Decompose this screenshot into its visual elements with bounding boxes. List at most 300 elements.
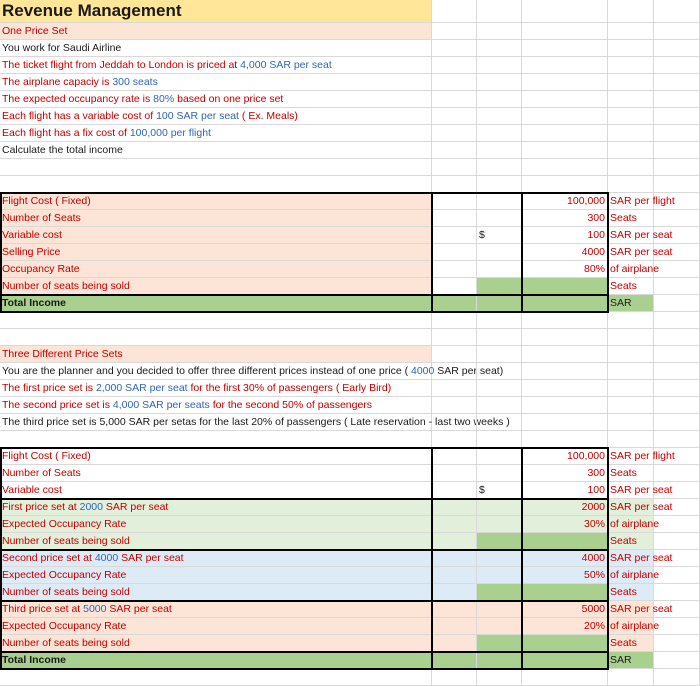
- cell-text: Total Income: [2, 654, 66, 666]
- table1-currency[interactable]: [432, 295, 477, 312]
- cell[interactable]: [654, 635, 700, 652]
- cell[interactable]: [432, 431, 477, 448]
- table2-currency[interactable]: [432, 499, 477, 516]
- cell[interactable]: [522, 74, 608, 91]
- table1-currency[interactable]: [432, 278, 477, 295]
- cell[interactable]: [522, 312, 608, 329]
- cell[interactable]: [608, 0, 654, 23]
- cell[interactable]: [654, 23, 700, 40]
- cell[interactable]: [432, 142, 477, 159]
- table2-label[interactable]: [0, 448, 432, 465]
- table2-row: [0, 533, 700, 550]
- table2-unit[interactable]: SAR per flight: [608, 448, 654, 465]
- table1-currency-cell[interactable]: [477, 261, 522, 278]
- table2-currency-cell[interactable]: [477, 601, 522, 618]
- table2-currency-cell[interactable]: [477, 550, 522, 567]
- cell-text: Second price set at: [2, 552, 95, 564]
- cell[interactable]: [654, 176, 700, 193]
- section2-line[interactable]: [0, 380, 432, 397]
- table2-row: [0, 516, 700, 533]
- cell[interactable]: [608, 414, 654, 431]
- cell[interactable]: [608, 329, 654, 346]
- table2-currency-cell[interactable]: [477, 635, 522, 652]
- cell[interactable]: [654, 74, 700, 91]
- table2-row: [0, 448, 700, 465]
- table2-row: [0, 465, 700, 482]
- table2-label[interactable]: [0, 652, 432, 669]
- cell[interactable]: [0, 159, 432, 176]
- cell[interactable]: [608, 176, 654, 193]
- table2-label[interactable]: [0, 482, 432, 499]
- table1-unit[interactable]: SAR per seat: [608, 227, 654, 244]
- table2-currency-cell[interactable]: [477, 465, 522, 482]
- table2-currency-cell[interactable]: [477, 618, 522, 635]
- section2-line-row: [0, 397, 700, 414]
- cell[interactable]: [654, 499, 700, 516]
- table2-currency-cell[interactable]: [477, 567, 522, 584]
- cell[interactable]: [522, 142, 608, 159]
- cell[interactable]: [654, 227, 700, 244]
- section2-heading[interactable]: Three Different Price Sets: [0, 346, 432, 363]
- cell[interactable]: [432, 346, 477, 363]
- table1-value[interactable]: [522, 295, 608, 312]
- table2-row: [0, 567, 700, 584]
- table1-unit[interactable]: of airplane: [608, 261, 654, 278]
- cell[interactable]: [608, 91, 654, 108]
- table1-currency[interactable]: [432, 210, 477, 227]
- section1-line[interactable]: [0, 57, 432, 74]
- table1-unit[interactable]: SAR per flight: [608, 193, 654, 210]
- cell[interactable]: [477, 397, 522, 414]
- cell[interactable]: [432, 74, 477, 91]
- table2-unit[interactable]: SAR per seat: [608, 482, 654, 499]
- cell[interactable]: [432, 125, 477, 142]
- table1-total-divider: [0, 294, 609, 296]
- table1-currency-cell[interactable]: [477, 244, 522, 261]
- cell[interactable]: [522, 669, 608, 686]
- cell[interactable]: [477, 142, 522, 159]
- cell[interactable]: [654, 448, 700, 465]
- cell-text: Number of Seats: [2, 467, 81, 479]
- cell-text: Number of seats being sold: [2, 535, 130, 547]
- cell[interactable]: [654, 57, 700, 74]
- cell[interactable]: [654, 397, 700, 414]
- table2-label[interactable]: [0, 618, 432, 635]
- section1-line[interactable]: [0, 125, 432, 142]
- table1-value[interactable]: [522, 278, 608, 295]
- table1-currency-cell[interactable]: $: [477, 227, 522, 244]
- cell[interactable]: [432, 57, 477, 74]
- section2-line[interactable]: [0, 397, 432, 414]
- table2-value[interactable]: 30%: [522, 516, 608, 533]
- table2-currency-cell[interactable]: [477, 584, 522, 601]
- table2-label[interactable]: [0, 635, 432, 652]
- cell[interactable]: [654, 244, 700, 261]
- table1-label[interactable]: Total Income: [0, 295, 432, 312]
- cell-text: Expected Occupancy Rate: [2, 569, 127, 581]
- table2-unit[interactable]: of airplane: [608, 516, 654, 533]
- table2-label[interactable]: [0, 499, 432, 516]
- cell[interactable]: [522, 346, 608, 363]
- table1-label[interactable]: Variable cost: [0, 227, 432, 244]
- cell[interactable]: [608, 74, 654, 91]
- cell-text: 4000: [411, 365, 435, 377]
- cell-text: Calculate the total income: [2, 144, 123, 156]
- cell-text: 4,000 SAR per seats: [112, 399, 210, 411]
- cell[interactable]: [522, 431, 608, 448]
- table1-label[interactable]: Number of seats being sold: [0, 278, 432, 295]
- cell[interactable]: [477, 108, 522, 125]
- cell[interactable]: [654, 482, 700, 499]
- cell[interactable]: [477, 40, 522, 57]
- cell[interactable]: [0, 669, 432, 686]
- cell[interactable]: [608, 142, 654, 159]
- table1-currency-cell[interactable]: [477, 278, 522, 295]
- cell-text: 80%: [153, 93, 178, 105]
- table1-value[interactable]: 300: [522, 210, 608, 227]
- cell[interactable]: [477, 312, 522, 329]
- table2-currency-cell[interactable]: $: [477, 482, 522, 499]
- table1-value[interactable]: 100: [522, 227, 608, 244]
- cell-text: Expected Occupancy Rate: [2, 518, 127, 530]
- cell-text: 4,000 SAR per seat: [240, 59, 332, 71]
- cell-text: 2,000 SAR per seat: [95, 382, 188, 394]
- cell[interactable]: [654, 516, 700, 533]
- cell[interactable]: [477, 329, 522, 346]
- cell[interactable]: [608, 125, 654, 142]
- cell-text: Expected Occupancy Rate: [2, 620, 127, 632]
- blank-row: [0, 176, 700, 193]
- cell[interactable]: [477, 669, 522, 686]
- table2-value[interactable]: 50%: [522, 567, 608, 584]
- table1-total-row: [0, 295, 700, 312]
- section2-heading-row: [0, 346, 700, 363]
- cell[interactable]: [522, 176, 608, 193]
- section1-heading[interactable]: One Price Set: [0, 23, 432, 40]
- table2-value[interactable]: 4000: [522, 550, 608, 567]
- table2-label[interactable]: [0, 516, 432, 533]
- cell[interactable]: [654, 431, 700, 448]
- table2-unit[interactable]: SAR: [608, 652, 654, 669]
- cell[interactable]: [608, 363, 654, 380]
- cell[interactable]: [432, 40, 477, 57]
- table2-unit[interactable]: SAR per seat: [608, 499, 654, 516]
- table2-value[interactable]: 2000: [522, 499, 608, 516]
- cell[interactable]: [608, 397, 654, 414]
- table2-currency[interactable]: [432, 533, 477, 550]
- cell[interactable]: [522, 57, 608, 74]
- table2-label[interactable]: [0, 584, 432, 601]
- table1-unit[interactable]: Seats: [608, 210, 654, 227]
- table2-currency-cell[interactable]: [477, 448, 522, 465]
- table2-unit[interactable]: Seats: [608, 533, 654, 550]
- table2-label[interactable]: [0, 550, 432, 567]
- cell-text: The ticket flight from Jeddah to London is priced at: [2, 59, 241, 71]
- table2-currency[interactable]: [432, 567, 477, 584]
- table2-currency[interactable]: [432, 618, 477, 635]
- cell-text: SAR per seat: [102, 501, 169, 513]
- cell-text: Number of seats being sold: [2, 586, 130, 598]
- table2-currency[interactable]: [432, 465, 477, 482]
- section1-line-row: [0, 125, 700, 142]
- section2-line[interactable]: [0, 414, 510, 431]
- section1-line-row: [0, 91, 700, 108]
- table1-currency-cell[interactable]: [477, 295, 522, 312]
- cell[interactable]: [654, 669, 700, 686]
- cell[interactable]: [654, 210, 700, 227]
- cell[interactable]: [522, 159, 608, 176]
- cell[interactable]: [608, 57, 654, 74]
- cell[interactable]: [432, 363, 477, 380]
- cell[interactable]: [654, 312, 700, 329]
- cell[interactable]: [477, 91, 522, 108]
- cell[interactable]: [654, 601, 700, 618]
- cell[interactable]: [0, 176, 432, 193]
- section1-line-row: [0, 57, 700, 74]
- cell[interactable]: [432, 0, 477, 23]
- cell[interactable]: [654, 142, 700, 159]
- table2-currency[interactable]: [432, 635, 477, 652]
- table1-value[interactable]: 80%: [522, 261, 608, 278]
- table1-row: [0, 227, 700, 244]
- table2-value[interactable]: [522, 533, 608, 550]
- table2-total-row: [0, 652, 700, 669]
- cell[interactable]: [608, 23, 654, 40]
- cell[interactable]: [654, 346, 700, 363]
- cell[interactable]: [432, 159, 477, 176]
- cell[interactable]: [477, 431, 522, 448]
- table1-row: [0, 244, 700, 261]
- table1-currency-cell[interactable]: [477, 210, 522, 227]
- cell[interactable]: [432, 312, 477, 329]
- cell[interactable]: [608, 346, 654, 363]
- table1-label[interactable]: Selling Price: [0, 244, 432, 261]
- cell[interactable]: [522, 0, 608, 23]
- cell[interactable]: [654, 295, 700, 312]
- table2-currency[interactable]: [432, 448, 477, 465]
- cell[interactable]: [654, 652, 700, 669]
- table2-value[interactable]: [522, 635, 608, 652]
- table1-currency-cell[interactable]: [477, 193, 522, 210]
- table1-unit[interactable]: SAR per seat: [608, 244, 654, 261]
- cell[interactable]: [432, 108, 477, 125]
- table2-unit[interactable]: Seats: [608, 584, 654, 601]
- cell[interactable]: [477, 159, 522, 176]
- cell[interactable]: [608, 312, 654, 329]
- table2-value[interactable]: 20%: [522, 618, 608, 635]
- cell[interactable]: [654, 159, 700, 176]
- table2-divider: [431, 448, 433, 669]
- table1-currency[interactable]: [432, 227, 477, 244]
- cell[interactable]: [432, 91, 477, 108]
- table2-unit[interactable]: Seats: [608, 635, 654, 652]
- cell-text: Each flight has a variable cost of: [2, 110, 157, 122]
- cell[interactable]: [432, 669, 477, 686]
- cell[interactable]: [522, 91, 608, 108]
- table2-label[interactable]: [0, 601, 432, 618]
- section1-heading-row: [0, 23, 700, 40]
- table2-currency-cell[interactable]: [477, 652, 522, 669]
- table2-unit[interactable]: SAR per seat: [608, 550, 654, 567]
- blank-row: [0, 159, 700, 176]
- cell[interactable]: [432, 23, 477, 40]
- table1-value[interactable]: 100,000: [522, 193, 608, 210]
- table2-row: [0, 482, 700, 499]
- cell-text: First price set at: [2, 501, 80, 513]
- table1-currency[interactable]: [432, 193, 477, 210]
- table2-row: [0, 618, 700, 635]
- table2-group-divider: [0, 651, 609, 653]
- cell[interactable]: [432, 380, 477, 397]
- cell[interactable]: [654, 329, 700, 346]
- table2-label[interactable]: [0, 533, 432, 550]
- table1-currency[interactable]: [432, 261, 477, 278]
- cell[interactable]: [432, 397, 477, 414]
- table2-value[interactable]: 100,000: [522, 448, 608, 465]
- cell[interactable]: [654, 414, 700, 431]
- cell[interactable]: [432, 329, 477, 346]
- section2-line-row: [0, 363, 700, 380]
- section1-line[interactable]: [0, 40, 432, 57]
- cell[interactable]: [654, 533, 700, 550]
- cell[interactable]: [654, 278, 700, 295]
- cell-text: The expected occupancy rate is: [2, 93, 154, 105]
- cell[interactable]: [522, 414, 608, 431]
- cell[interactable]: [522, 108, 608, 125]
- cell[interactable]: [477, 57, 522, 74]
- table1-unit[interactable]: Seats: [608, 278, 654, 295]
- cell-text: The airplane capaciy is: [2, 76, 113, 88]
- cell[interactable]: [522, 363, 608, 380]
- table2-currency[interactable]: [432, 652, 477, 669]
- table2-value[interactable]: [522, 584, 608, 601]
- cell[interactable]: [654, 584, 700, 601]
- table2-currency[interactable]: [432, 482, 477, 499]
- table2-currency[interactable]: [432, 584, 477, 601]
- cell[interactable]: [522, 380, 608, 397]
- section1-line[interactable]: [0, 74, 432, 91]
- blank-row: [0, 329, 700, 346]
- table1-row: [0, 210, 700, 227]
- table1-value[interactable]: 4000: [522, 244, 608, 261]
- table1-unit[interactable]: SAR: [608, 295, 654, 312]
- cell[interactable]: [477, 380, 522, 397]
- cell[interactable]: [522, 125, 608, 142]
- table2-unit[interactable]: of airplane: [608, 567, 654, 584]
- table2-label[interactable]: [0, 567, 432, 584]
- cell-text: based on one price set: [177, 93, 284, 105]
- table1-currency[interactable]: [432, 244, 477, 261]
- table2-value[interactable]: [522, 652, 608, 669]
- cell-text: The first price set is: [2, 382, 96, 394]
- sheet-title[interactable]: Revenue Management: [0, 0, 432, 23]
- cell[interactable]: [654, 363, 700, 380]
- cell[interactable]: [654, 40, 700, 57]
- cell[interactable]: [477, 346, 522, 363]
- cell[interactable]: [477, 125, 522, 142]
- table2-currency-cell[interactable]: [477, 516, 522, 533]
- cell[interactable]: [608, 108, 654, 125]
- cell[interactable]: [477, 363, 522, 380]
- table2-row: [0, 635, 700, 652]
- cell[interactable]: [522, 397, 608, 414]
- table2-row: [0, 601, 700, 618]
- section1-line[interactable]: [0, 142, 432, 159]
- cell[interactable]: [654, 108, 700, 125]
- cell[interactable]: [477, 0, 522, 23]
- table2-currency[interactable]: [432, 601, 477, 618]
- cell[interactable]: [654, 567, 700, 584]
- section1-line-row: [0, 74, 700, 91]
- cell[interactable]: [522, 23, 608, 40]
- cell[interactable]: [522, 40, 608, 57]
- table2-unit[interactable]: of airplane: [608, 618, 654, 635]
- cell[interactable]: [608, 669, 654, 686]
- table2-currency-cell[interactable]: [477, 499, 522, 516]
- table2-value[interactable]: 100: [522, 482, 608, 499]
- section1-line[interactable]: [0, 108, 432, 125]
- table2-currency[interactable]: [432, 550, 477, 567]
- cell[interactable]: [0, 431, 432, 448]
- cell[interactable]: [432, 414, 477, 431]
- cell[interactable]: [0, 329, 432, 346]
- cell[interactable]: [608, 380, 654, 397]
- table2-unit[interactable]: Seats: [608, 465, 654, 482]
- cell[interactable]: [0, 312, 432, 329]
- table1-label[interactable]: Occupancy Rate: [0, 261, 432, 278]
- cell[interactable]: [608, 431, 654, 448]
- cell[interactable]: [654, 465, 700, 482]
- section2-line-row: [0, 380, 700, 397]
- cell[interactable]: [477, 74, 522, 91]
- table1-label[interactable]: Flight Cost ( Fixed): [0, 193, 432, 210]
- table2-currency-cell[interactable]: [477, 533, 522, 550]
- cell[interactable]: [654, 618, 700, 635]
- table2-value[interactable]: 5000: [522, 601, 608, 618]
- cell[interactable]: [608, 159, 654, 176]
- table2-value[interactable]: 300: [522, 465, 608, 482]
- cell-text: SAR per seat: [118, 552, 184, 564]
- cell[interactable]: [522, 329, 608, 346]
- cell-text: 100 SAR per seat: [156, 110, 239, 122]
- cell-text: Variable cost: [2, 484, 62, 496]
- cell[interactable]: [654, 550, 700, 567]
- table2-unit[interactable]: SAR per seat: [608, 601, 654, 618]
- cell[interactable]: [654, 91, 700, 108]
- cell[interactable]: [654, 0, 700, 23]
- cell[interactable]: [432, 176, 477, 193]
- cell-text: Third price set at: [2, 603, 84, 615]
- cell[interactable]: [477, 176, 522, 193]
- cell[interactable]: [608, 40, 654, 57]
- cell[interactable]: [654, 125, 700, 142]
- table1-label[interactable]: Number of Seats: [0, 210, 432, 227]
- section1-line[interactable]: [0, 91, 432, 108]
- cell[interactable]: [654, 261, 700, 278]
- blank-row: [0, 312, 700, 329]
- cell-text: You are the planner and you decided to offer three different prices instead of one price (: [2, 365, 411, 377]
- cell[interactable]: [477, 414, 522, 431]
- section2-line[interactable]: [0, 363, 504, 380]
- cell-text: SAR per seat: [106, 603, 172, 615]
- cell-text: for the first 30% of passengers ( Early Bird): [187, 382, 392, 394]
- cell[interactable]: [654, 193, 700, 210]
- cell[interactable]: [654, 380, 700, 397]
- table2-label[interactable]: [0, 465, 432, 482]
- cell[interactable]: [477, 23, 522, 40]
- table2-currency[interactable]: [432, 516, 477, 533]
- section1-line-row: [0, 40, 700, 57]
